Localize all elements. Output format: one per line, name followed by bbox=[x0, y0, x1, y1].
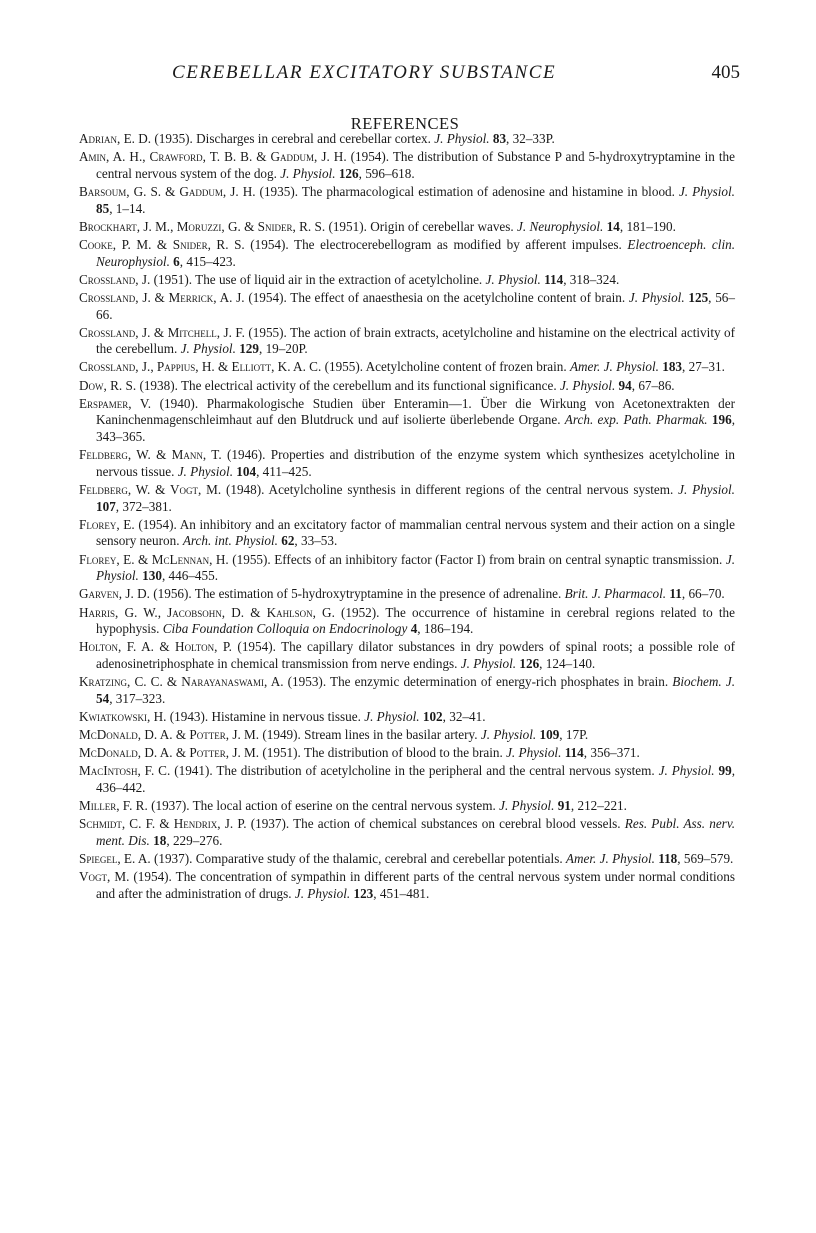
reference-pages: , 32–33P. bbox=[506, 131, 555, 146]
reference-authors: Adrian, E. D. bbox=[79, 131, 152, 146]
reference-entry bbox=[79, 816, 735, 849]
references-heading: REFERENCES bbox=[350, 114, 460, 133]
reference-volume: 196 bbox=[711, 412, 732, 428]
reference-journal: Res. Publ. Ass. nerv. ment. Dis. bbox=[96, 816, 735, 848]
reference-pages: , 32–41. bbox=[442, 708, 486, 724]
reference-title: (1937). Comparative study of the thalamic, cerebral and cerebellar potentials. bbox=[150, 851, 566, 867]
reference-volume: 94 bbox=[618, 377, 632, 393]
reference-volume: 85 bbox=[96, 200, 110, 216]
reference-title: (1949). Stream lines in the basilar artery. bbox=[259, 727, 481, 743]
reference-title: (1955). The action of brain extracts, acetylcholine and histamine on the electrical activity of the cerebellum. bbox=[96, 324, 735, 357]
reference-title: (1941). The distribution of acetylcholine in the peripheral and the central nervous system. bbox=[170, 763, 659, 779]
reference-pages: , 569–579. bbox=[677, 851, 734, 867]
reference-authors: MacIntosh, F. C. bbox=[79, 763, 171, 779]
reference-authors: Miller, F. R. bbox=[79, 798, 148, 814]
reference-pages: , 33–53. bbox=[294, 533, 338, 549]
reference-journal: J. Physiol. bbox=[280, 165, 336, 181]
reference-title: (1953). The enzymic determination of energy-rich phosphates in brain. bbox=[283, 674, 673, 690]
reference-pages: , 415–423. bbox=[179, 253, 236, 269]
reference-volume: 14 bbox=[606, 218, 620, 234]
reference-entry bbox=[79, 237, 735, 270]
reference-title: (1937). The action of chemical substances on cerebral blood vessels. bbox=[246, 816, 625, 832]
reference-title: (1954). The effect of anaesthesia on the acetylcholine content of brain. bbox=[244, 289, 629, 305]
reference-authors: Garven, J. D. bbox=[79, 586, 150, 602]
reference-authors: Crossland, J., Pappius, H. & Elliott, K. A. C. bbox=[79, 359, 322, 375]
reference-authors: Vogt, M. bbox=[79, 869, 130, 885]
reference-journal: Amer. J. Physiol. bbox=[569, 359, 659, 375]
reference-entry bbox=[79, 184, 735, 217]
reference-journal: Electroenceph. clin. Neurophysiol. bbox=[96, 236, 735, 269]
reference-entry bbox=[79, 851, 735, 868]
reference-title: (1954). The capillary dilator substances in dry powders of spinal roots; a possible role of adenosinetriphosphate in chemical transmission from nerve endings. bbox=[96, 639, 735, 671]
reference-title: (1935). Discharges in cerebral and cerebellar cortex. bbox=[151, 131, 435, 146]
reference-entry bbox=[79, 869, 735, 902]
reference-authors: Kwiatkowski, H. bbox=[79, 708, 167, 724]
reference-title: (1956). The estimation of 5-hydroxytryptamine in the presence of adrenaline. bbox=[149, 586, 565, 602]
reference-pages: , 186–194. bbox=[417, 621, 474, 637]
reference-authors: McDonald, D. A. & Potter, J. M. bbox=[79, 727, 260, 743]
reference-authors: Crossland, J. & Merrick, A. J. bbox=[79, 289, 245, 305]
reference-journal: J. Physiol. bbox=[678, 183, 735, 199]
reference-volume: 125 bbox=[688, 289, 709, 305]
reference-authors: Cooke, P. M. & Snider, R. S. bbox=[79, 236, 245, 252]
reference-volume: 183 bbox=[662, 359, 683, 375]
reference-title: (1938). The electrical activity of the cerebellum and its functional significance. bbox=[136, 377, 560, 393]
reference-journal: J. Physiol. bbox=[678, 482, 735, 497]
reference-title: (1954). The concentration of sympathin in different parts of the central nervous system under normal conditions and after the administration of drugs. bbox=[96, 869, 735, 901]
reference-journal: J. Physiol. bbox=[177, 463, 233, 479]
reference-title: (1954). The distribution of Substance P and 5-hydroxytryptamine in the central nervous system of the dog. bbox=[96, 149, 735, 181]
reference-title: (1951). The distribution of blood to the brain. bbox=[259, 745, 507, 761]
reference-volume: 91 bbox=[557, 798, 571, 814]
reference-authors: Barsoum, G. S. & Gaddum, J. H. bbox=[79, 183, 256, 199]
reference-pages: , 343–365. bbox=[96, 412, 735, 445]
reference-journal: Arch. exp. Path. Pharmak. bbox=[564, 412, 708, 428]
reference-authors: Brockhart, J. M., Moruzzi, G. & Snider, R. S. bbox=[79, 218, 326, 234]
reference-authors: McDonald, D. A. & Potter, J. M. bbox=[79, 745, 260, 761]
reference-authors: Feldberg, W. & Vogt, M. bbox=[79, 482, 222, 497]
reference-entry bbox=[79, 639, 735, 672]
reference-volume: 114 bbox=[564, 745, 584, 761]
reference-entry bbox=[79, 727, 735, 744]
reference-authors: Schmidt, C. F. & Hendrix, J. P. bbox=[79, 816, 247, 832]
reference-volume: 99 bbox=[718, 763, 732, 779]
reference-journal: J. Neurophysiol. bbox=[517, 218, 604, 234]
reference-pages: , 596–618. bbox=[358, 165, 415, 181]
reference-title: (1951). Origin of cerebellar waves. bbox=[325, 218, 518, 234]
reference-volume: 130 bbox=[142, 568, 162, 584]
reference-authors: Florey, E. bbox=[79, 516, 135, 532]
reference-volume: 129 bbox=[239, 341, 259, 357]
reference-title: (1954). An inhibitory and an excitatory factor of mammalian central nervous system and their action on a single sensory neuron. bbox=[96, 516, 735, 549]
reference-pages: , 372–381. bbox=[115, 498, 172, 514]
reference-pages: , 56–66. bbox=[96, 289, 735, 322]
reference-authors: Crossland, J. bbox=[79, 271, 151, 287]
reference-title: (1948). Acetylcholine synthesis in different regions of the central nervous system. bbox=[221, 482, 679, 497]
reference-entry bbox=[79, 763, 735, 796]
reference-journal: Ciba Foundation Colloquia on Endocrinology bbox=[162, 621, 408, 637]
reference-volume: 107 bbox=[96, 498, 116, 514]
reference-pages: , 212–221. bbox=[570, 798, 627, 814]
reference-journal: J. Physiol. bbox=[434, 131, 490, 146]
reference-title: (1954). The electrocerebellogram as modified by afferent impulses. bbox=[244, 236, 628, 252]
reference-entry bbox=[79, 359, 735, 376]
reference-entry bbox=[79, 482, 735, 515]
reference-entry bbox=[79, 709, 735, 726]
reference-entry bbox=[79, 219, 735, 236]
reference-authors: Feldberg, W. & Mann, T. bbox=[79, 447, 222, 463]
reference-volume: 123 bbox=[353, 885, 374, 901]
running-title: CEREBELLAR EXCITATORY SUBSTANCE bbox=[172, 62, 557, 83]
reference-volume: 54 bbox=[96, 690, 110, 706]
reference-entry bbox=[79, 325, 735, 358]
reference-entry bbox=[79, 586, 735, 603]
reference-entry bbox=[79, 290, 735, 323]
reference-journal: J. Physiol. bbox=[480, 727, 537, 743]
reference-entry bbox=[79, 447, 735, 480]
reference-entry bbox=[79, 745, 735, 762]
reference-authors: Harris, G. W., Jacobsohn, D. & Kahlson, G. bbox=[79, 604, 335, 620]
reference-authors: Dow, R. S. bbox=[79, 377, 137, 393]
reference-pages: , 66–70. bbox=[681, 586, 725, 602]
reference-pages: , 318–324. bbox=[563, 271, 620, 287]
reference-journal: J. Physiol. bbox=[460, 655, 517, 671]
reference-entry bbox=[79, 517, 735, 550]
reference-authors: Amin, A. H., Crawford, T. B. B. & Gaddum, J. H. bbox=[79, 149, 347, 165]
reference-volume: 109 bbox=[539, 727, 560, 743]
reference-entry bbox=[79, 674, 735, 707]
reference-volume: 104 bbox=[236, 463, 257, 479]
reference-pages: , 27–31. bbox=[682, 359, 725, 375]
reference-authors: Crossland, J. & Mitchell, J. F. bbox=[79, 324, 245, 340]
reference-volume: 114 bbox=[544, 271, 564, 287]
reference-pages: , 1–14. bbox=[109, 200, 146, 216]
reference-journal: J. Physiol. bbox=[294, 885, 351, 901]
reference-entry bbox=[79, 396, 735, 446]
reference-volume: 11 bbox=[669, 586, 682, 602]
reference-pages: , 411–425. bbox=[256, 463, 312, 479]
reference-pages: , 317–323. bbox=[109, 690, 166, 706]
reference-journal: J. Physiol. bbox=[96, 551, 735, 584]
reference-entry bbox=[79, 378, 735, 395]
reference-volume: 6 bbox=[173, 253, 180, 269]
reference-title: (1935). The pharmacological estimation of adenosine and histamine in blood. bbox=[255, 183, 679, 199]
reference-title: (1952). The occurrence of histamine in cerebral regions related to the hypophysis. bbox=[96, 604, 735, 637]
reference-authors: Holton, F. A. & Holton, P. bbox=[79, 639, 232, 655]
reference-pages: , 19–20P. bbox=[258, 341, 308, 357]
reference-entry bbox=[79, 131, 735, 148]
reference-authors: Spiegel, E. A. bbox=[79, 851, 151, 867]
reference-volume: 126 bbox=[338, 165, 359, 181]
reference-entry bbox=[79, 272, 735, 289]
reference-journal: J. Physiol. bbox=[180, 341, 236, 357]
reference-entry bbox=[79, 149, 735, 182]
reference-pages: , 67–86. bbox=[631, 377, 675, 393]
reference-entry bbox=[79, 605, 735, 638]
reference-journal: Brit. J. Pharmacol. bbox=[564, 586, 667, 602]
reference-authors: Kratzing, C. C. & Narayanaswami, A. bbox=[79, 674, 284, 690]
reference-pages: , 446–455. bbox=[161, 568, 218, 584]
reference-volume: 62 bbox=[281, 533, 295, 549]
reference-journal: J. Physiol. bbox=[559, 377, 616, 393]
reference-journal: Amer. J. Physiol. bbox=[565, 851, 655, 867]
reference-journal: J. Physiol. bbox=[485, 271, 541, 287]
reference-title: (1943). Histamine in nervous tissue. bbox=[166, 708, 365, 724]
reference-journal: J. Physiol. bbox=[628, 289, 685, 305]
reference-title: (1946). Properties and distribution of the enzyme system which synthesizes acetylcholine in nervous tissue. bbox=[96, 447, 735, 479]
reference-volume: 83 bbox=[492, 131, 507, 146]
reference-list bbox=[79, 131, 735, 904]
reference-volume: 118 bbox=[658, 851, 678, 867]
reference-journal: Arch. int. Physiol. bbox=[182, 533, 278, 549]
reference-title: (1955). Effects of an inhibitory factor (Factor I) from brain on central synaptic transmission. bbox=[228, 551, 726, 567]
reference-pages: , 17P. bbox=[559, 727, 589, 743]
reference-title: (1940). Pharmakologische Studien über Enteramin—1. Über die Wirkung von Acetonextrakten der Kaninchenmagenschleimhaut auf den Blutdruck und auf isolierte überlebende Organe. bbox=[96, 395, 735, 428]
reference-title: (1951). The use of liquid air in the extraction of acetylcholine. bbox=[150, 271, 486, 287]
reference-volume: 102 bbox=[422, 708, 443, 724]
reference-journal: J. Physiol. bbox=[499, 798, 555, 814]
reference-authors: Florey, E. & McLennan, H. bbox=[79, 551, 229, 567]
reference-journal: Biochem. J. bbox=[672, 674, 735, 690]
reference-authors: Erspamer, V. bbox=[79, 395, 152, 411]
reference-pages: , 229–276. bbox=[166, 833, 223, 848]
reference-pages: , 451–481. bbox=[373, 885, 430, 901]
page-number: 405 bbox=[711, 62, 740, 83]
reference-journal: J. Physiol. bbox=[506, 745, 562, 761]
reference-pages: , 436–442. bbox=[96, 763, 735, 796]
reference-journal: J. Physiol. bbox=[364, 708, 420, 724]
reference-title: (1955). Acetylcholine content of frozen brain. bbox=[321, 359, 570, 375]
reference-volume: 4 bbox=[410, 621, 418, 637]
reference-entry bbox=[79, 552, 735, 585]
reference-entry bbox=[79, 798, 735, 815]
reference-volume: 18 bbox=[153, 833, 167, 848]
reference-pages: , 124–140. bbox=[539, 655, 596, 671]
reference-pages: , 181–190. bbox=[619, 218, 676, 234]
reference-volume: 126 bbox=[519, 655, 540, 671]
reference-pages: , 356–371. bbox=[583, 745, 640, 761]
reference-title: (1937). The local action of eserine on the central nervous system. bbox=[147, 798, 500, 814]
reference-journal: J. Physiol. bbox=[658, 763, 715, 779]
